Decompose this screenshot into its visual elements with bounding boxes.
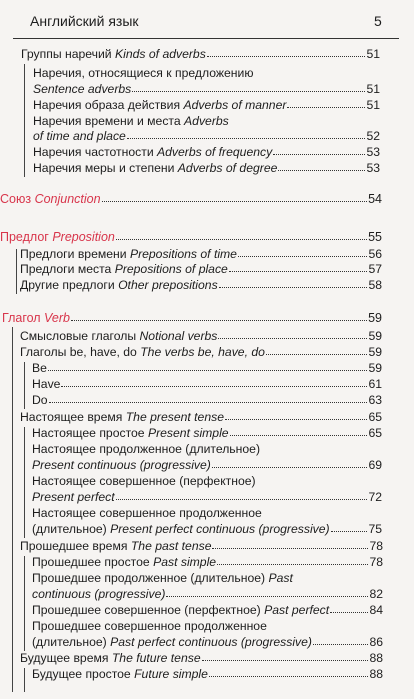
toc-entry-title [32, 522, 330, 537]
toc-entry [0, 230, 382, 245]
toc-entry [32, 635, 383, 650]
toc-entry-title [32, 393, 48, 408]
toc-entry-russian: Союз [0, 192, 35, 206]
toc-entry-title [20, 345, 265, 360]
toc-entry-title [32, 458, 211, 473]
toc-entry-russian: Предлог [0, 230, 53, 244]
toc-page-number: 78 [369, 555, 383, 569]
toc-entry-english: The present tense [125, 410, 224, 424]
toc-entry [32, 555, 383, 570]
toc-page-number: 72 [368, 490, 382, 504]
dot-leader [225, 419, 367, 420]
group-bracket-line [24, 362, 25, 409]
toc-page-number: 59 [368, 361, 382, 375]
toc-entry-english: Adverbs of manner [183, 98, 287, 112]
toc-entry-title [20, 262, 228, 277]
toc-entry-english: Verb [44, 311, 70, 325]
toc-entry-russian: Наречия меры и степени [33, 161, 178, 175]
toc-entry-title [32, 442, 260, 457]
toc-entry-english: Past [268, 571, 293, 585]
group-bracket-line [24, 427, 25, 538]
dot-leader [273, 154, 365, 155]
toc-entry-english: of time and place [33, 129, 126, 143]
toc-entry-english: Present perfect continuous (progressive) [110, 522, 330, 536]
toc-entry-russian: Do [32, 393, 48, 407]
toc-page-number: 88 [369, 651, 383, 665]
toc-entry-title [32, 587, 165, 602]
toc-entry-russian: (длительное) [32, 522, 111, 536]
toc-entry [32, 361, 382, 376]
toc-page-number: 86 [369, 635, 383, 649]
toc-entry-english: Past perfect continuous (progressive) [110, 635, 312, 649]
toc-entry-title [32, 603, 329, 618]
toc-entry-english: Prepositions of place [114, 262, 228, 276]
toc-entry-title [33, 66, 253, 81]
dot-leader [132, 91, 365, 92]
toc-entry-english: Future simple [134, 667, 208, 681]
toc-entry-title [33, 161, 277, 176]
toc-entry-russian: Прошедшее совершенное (перфектное) [32, 603, 265, 617]
toc-entry-english: Past perfect [264, 603, 330, 617]
toc-entry [32, 474, 256, 489]
toc-entry-russian: Будущее простое [32, 667, 135, 681]
toc-page-number: 65 [368, 426, 382, 440]
toc-entry [33, 145, 380, 160]
dot-leader [116, 499, 368, 500]
toc-entry [32, 458, 382, 473]
toc-entry-english: Present perfect [32, 490, 115, 504]
toc-entry-english: Kinds of adverbs [115, 47, 206, 61]
toc-entry-english: Present simple [147, 426, 229, 440]
toc-page-number: 59 [368, 345, 382, 359]
toc-page-number: 51 [366, 98, 380, 112]
dot-leader [48, 370, 368, 371]
toc-entry [0, 192, 382, 207]
toc-page-number: 56 [368, 247, 382, 261]
toc-entry-english: The future tense [111, 651, 201, 665]
toc-entry-title [20, 410, 224, 425]
toc-entry-russian: Глаголы be, have, do [20, 345, 141, 359]
toc-page-number: 55 [368, 230, 382, 244]
toc-entry [20, 247, 382, 262]
toc-page-number: 51 [366, 47, 380, 61]
dot-leader [218, 338, 367, 339]
running-title: Английский язык [30, 13, 139, 29]
toc-page-number: 69 [368, 458, 382, 472]
toc-entry-title [33, 82, 131, 97]
toc-entry-title [20, 329, 217, 344]
group-bracket-line [24, 668, 25, 692]
toc-page-number: 58 [368, 278, 382, 292]
toc-entry-russian: Предлоги места [20, 262, 115, 276]
toc-entry-english: continuous (progressive) [32, 587, 166, 601]
toc-entry-russian: (длительное) [32, 635, 111, 649]
toc-entry [20, 278, 382, 293]
toc-entry-english: Notional verbs [139, 329, 218, 343]
toc-entry-english: Conjunction [34, 192, 101, 206]
dot-leader [116, 239, 367, 240]
toc-entry [20, 262, 382, 277]
toc-entry-title [32, 619, 267, 634]
toc-entry-russian: Наречия времени и места [33, 114, 185, 128]
toc-entry-russian: Be [32, 361, 47, 375]
toc-entry [2, 311, 382, 326]
page-number: 5 [374, 13, 382, 29]
toc-entry [32, 522, 382, 537]
toc-entry-russian: Глагол [2, 311, 45, 325]
dot-leader [313, 644, 368, 645]
toc-page-number: 59 [368, 329, 382, 343]
toc-entry-russian: Have [32, 377, 61, 391]
toc-entry [20, 539, 383, 554]
toc-page-number: 57 [368, 262, 382, 276]
toc-entry-russian: Наречия образа действия [33, 98, 184, 112]
toc-entry-english: Other prepositions [118, 278, 218, 292]
toc-entry-english: The verbs be, have, do [140, 345, 265, 359]
group-bracket-line [16, 249, 17, 294]
group-bracket-line [24, 556, 25, 651]
toc-entry-russian: Наречия, относящиеся к предложению [33, 66, 254, 80]
toc-entry-russian: Прошедшее простое [32, 555, 154, 569]
toc-entry [20, 410, 382, 425]
toc-entry-english: Adverbs [184, 114, 229, 128]
toc-page-number: 61 [368, 377, 382, 391]
toc-entry-russian: Прошедшее время [20, 539, 131, 553]
toc-page-number: 88 [369, 667, 383, 681]
toc-entry-title [0, 192, 101, 207]
toc-entry [32, 442, 260, 457]
toc-page-number: 63 [368, 393, 382, 407]
toc-page-number: 59 [368, 311, 382, 325]
toc-page-number: 54 [368, 192, 382, 206]
toc-entry-title [33, 129, 126, 144]
toc-entry-title [20, 651, 201, 666]
toc-page-number: 78 [369, 539, 383, 553]
dot-leader [49, 402, 368, 403]
toc-entry-title [32, 506, 262, 521]
toc-entry [21, 47, 380, 62]
dot-leader [217, 564, 368, 565]
toc-entry-title [20, 278, 218, 293]
toc-entry-russian: Наречия частотности [33, 145, 158, 159]
toc-page-number: 82 [369, 587, 383, 601]
toc-entry [32, 571, 293, 586]
toc-entry-title [21, 47, 206, 62]
toc-entry-russian: Будущее время [20, 651, 112, 665]
toc-entry-title [20, 247, 237, 262]
group-bracket-line [12, 327, 13, 692]
toc-entry-russian: Прошедшее совершенное продолженное [32, 619, 267, 633]
dot-leader [238, 256, 367, 257]
dot-leader [212, 467, 368, 468]
toc-entry-russian: Предлоги времени [20, 247, 130, 261]
dot-leader [331, 531, 368, 532]
dot-leader [278, 170, 365, 171]
toc-entry [32, 377, 382, 392]
dot-leader [330, 612, 368, 613]
toc-entry-english: Past simple [153, 555, 217, 569]
dot-leader [207, 56, 366, 57]
toc-entry-russian: Настоящее совершенное (перфектное) [32, 474, 256, 488]
toc-entry-english: Adverbs of degree [177, 161, 278, 175]
toc-page-number: 51 [366, 82, 380, 96]
toc-entry-title [32, 474, 256, 489]
toc-entry-title [20, 539, 211, 554]
toc-entry-english: Prepositions of time [129, 247, 237, 261]
toc-page-number: 75 [368, 522, 382, 536]
toc-entry [33, 114, 229, 129]
toc-entry [33, 66, 253, 81]
toc-entry-title [33, 114, 229, 129]
toc-entry [32, 619, 267, 634]
toc-entry-russian: Группы наречий [21, 47, 116, 61]
toc-entry-title [2, 311, 70, 326]
dot-leader [71, 320, 367, 321]
toc-entry [32, 667, 383, 682]
toc-page-number: 84 [369, 603, 383, 617]
toc-entry-english: Sentence adverbs [33, 82, 132, 96]
toc-entry-russian: Смысловые глаголы [20, 329, 140, 343]
toc-page-number: 53 [366, 161, 380, 175]
toc-entry-english: Adverbs of frequency [157, 145, 273, 159]
toc-entry [32, 426, 382, 441]
toc-entry-title [32, 377, 60, 392]
toc-entry [33, 129, 380, 144]
toc-entry [33, 82, 380, 97]
dot-leader [166, 596, 368, 597]
dot-leader [212, 548, 368, 549]
toc-entry-english: The past tense [130, 539, 212, 553]
toc-entry [32, 603, 383, 618]
toc-entry-title [32, 490, 115, 505]
toc-entry-title [32, 635, 312, 650]
dot-leader [230, 435, 368, 436]
dot-leader [102, 201, 368, 202]
dot-leader [229, 271, 368, 272]
toc-entry-title [32, 555, 216, 570]
toc-entry [20, 345, 382, 360]
toc-entry-title [33, 98, 286, 113]
dot-leader [219, 287, 368, 288]
toc-entry [32, 587, 383, 602]
toc-entry-title [32, 426, 229, 441]
dot-leader [202, 660, 369, 661]
toc-page-number: 52 [366, 129, 380, 143]
toc-entry-english: Present continuous (progressive) [32, 458, 211, 472]
group-bracket-line [24, 64, 25, 177]
toc-entry [33, 161, 380, 176]
toc-entry-title [0, 230, 115, 245]
dot-leader [266, 354, 368, 355]
toc-entry-english: Preposition [52, 230, 115, 244]
dot-leader [61, 386, 367, 387]
toc-entry-russian: Настоящее простое [32, 426, 148, 440]
toc-entry [32, 393, 382, 408]
toc-page-number: 65 [368, 410, 382, 424]
toc-entry [33, 98, 380, 113]
toc-entry-title [33, 145, 272, 160]
toc-page-number: 53 [366, 145, 380, 159]
toc-entry-russian: Прошедшее продолженное (длительное) [32, 571, 269, 585]
toc-entry-title [32, 571, 293, 586]
toc-entry [20, 651, 383, 666]
toc-entry [32, 506, 262, 521]
dot-leader [287, 107, 365, 108]
toc-entry-russian: Другие предлоги [20, 278, 119, 292]
toc-entry [20, 329, 382, 344]
dot-leader [127, 138, 366, 139]
toc-entry [32, 490, 382, 505]
toc-entry-russian: Настоящее время [20, 410, 126, 424]
toc-entry-russian: Настоящее продолженное (длительное) [32, 442, 260, 456]
toc-entry-title [32, 361, 47, 376]
toc-entry-title [32, 667, 208, 682]
dot-leader [209, 676, 369, 677]
toc-entry-russian: Настоящее совершенное продолженное [32, 506, 262, 520]
